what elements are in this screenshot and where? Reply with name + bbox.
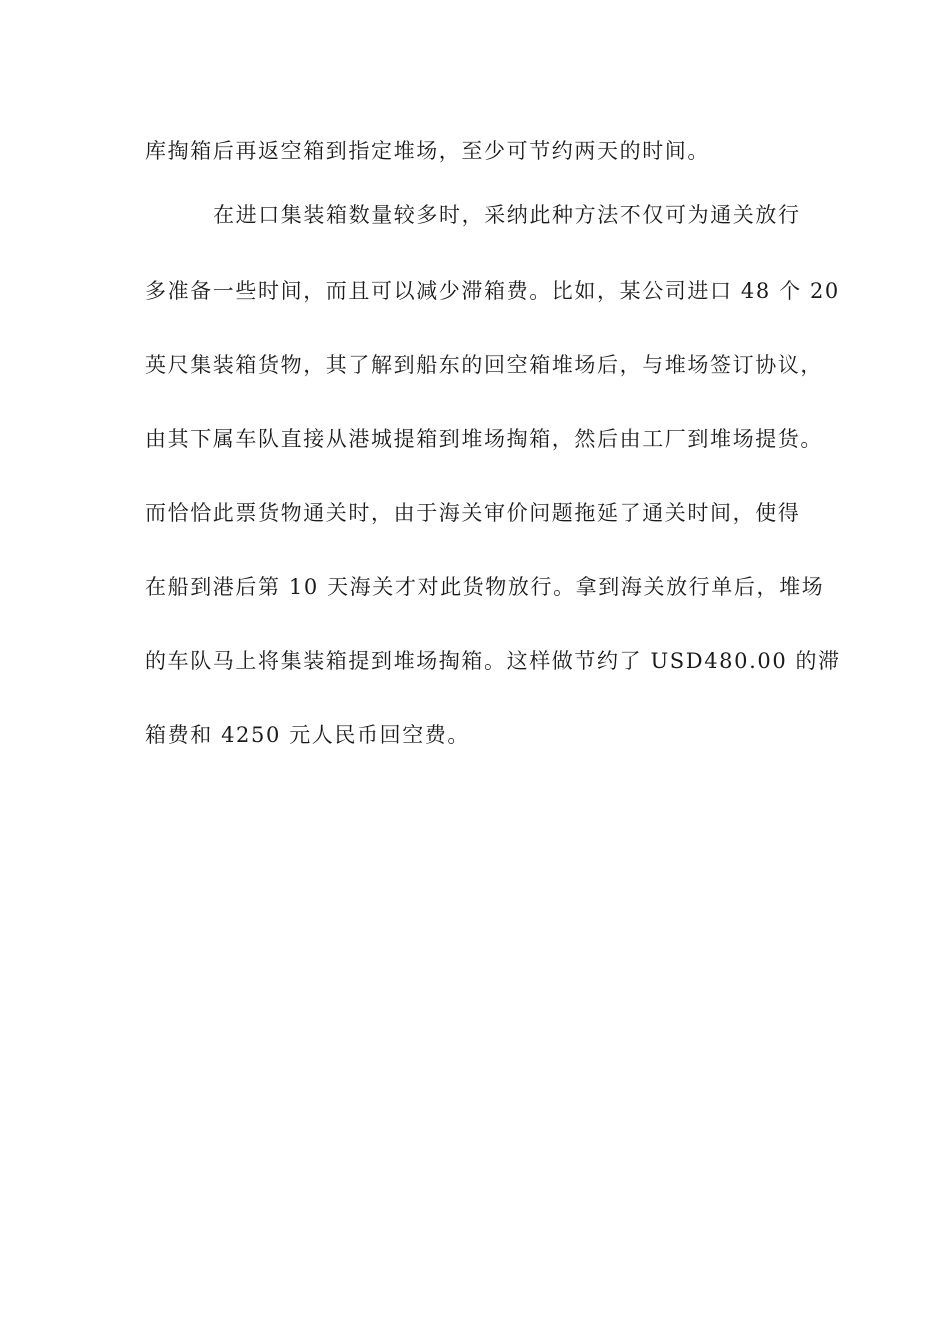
text-line-3: 多准备一些时间，而且可以减少滞箱费。比如，某公司进口 48 个 20 xyxy=(145,279,840,303)
text-line-4: 英尺集装箱货物，其了解到船东的回空箱堆场后，与堆场签订协议， xyxy=(145,353,823,377)
text-line-6: 而恰恰此票货物通关时，由于海关审价问题拖延了通关时间，使得 xyxy=(145,501,801,525)
text-line-8: 的车队马上将集装箱提到堆场掏箱。这样做节约了 USD480.00 的滞 xyxy=(145,649,841,673)
text-line-1: 库掏箱后再返空箱到指定堆场，至少可节约两天的时间。 xyxy=(145,139,710,163)
paragraph-start-line: 在进口集装箱数量较多时，采纳此种方法不仅可为通关放行 xyxy=(213,203,801,227)
text-line-9: 箱费和 4250 元人民币回空费。 xyxy=(145,723,470,747)
text-line-7: 在船到港后第 10 天海关才对此货物放行。拿到海关放行单后，堆场 xyxy=(145,575,825,599)
text-line-5: 由其下属车队直接从港城提箱到堆场掏箱，然后由工厂到堆场提货。 xyxy=(145,427,823,451)
